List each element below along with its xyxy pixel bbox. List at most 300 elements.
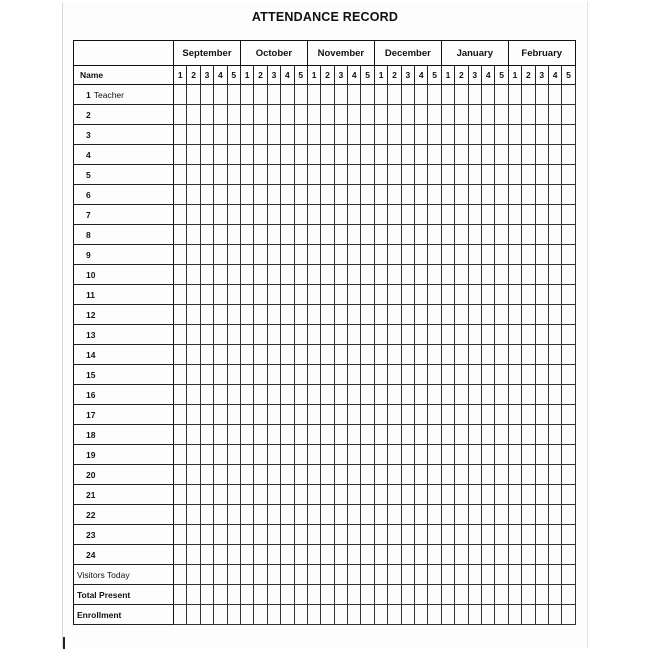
attendance-cell[interactable] [240, 85, 253, 105]
attendance-cell[interactable] [508, 605, 521, 625]
attendance-cell[interactable] [187, 505, 200, 525]
attendance-cell[interactable] [415, 105, 428, 125]
attendance-cell[interactable] [307, 565, 320, 585]
attendance-cell[interactable] [200, 525, 213, 545]
attendance-cell[interactable] [401, 145, 414, 165]
attendance-cell[interactable] [307, 465, 320, 485]
attendance-cell[interactable] [415, 245, 428, 265]
attendance-cell[interactable] [348, 225, 361, 245]
attendance-cell[interactable] [374, 225, 387, 245]
attendance-cell[interactable] [281, 225, 294, 245]
attendance-cell[interactable] [401, 285, 414, 305]
attendance-cell[interactable] [361, 325, 374, 345]
attendance-cell[interactable] [187, 185, 200, 205]
attendance-cell[interactable] [441, 145, 454, 165]
attendance-cell[interactable] [240, 445, 253, 465]
attendance-cell[interactable] [401, 565, 414, 585]
attendance-cell[interactable] [468, 185, 481, 205]
attendance-cell[interactable] [401, 205, 414, 225]
attendance-cell[interactable] [441, 345, 454, 365]
attendance-cell[interactable] [214, 305, 227, 325]
attendance-cell[interactable] [535, 465, 548, 485]
attendance-cell[interactable] [548, 85, 561, 105]
attendance-cell[interactable] [321, 465, 334, 485]
attendance-cell[interactable] [495, 85, 508, 105]
attendance-cell[interactable] [187, 525, 200, 545]
attendance-cell[interactable] [334, 325, 347, 345]
attendance-cell[interactable] [388, 565, 401, 585]
attendance-cell[interactable] [200, 125, 213, 145]
attendance-cell[interactable] [174, 265, 187, 285]
attendance-cell[interactable] [321, 385, 334, 405]
attendance-cell[interactable] [321, 245, 334, 265]
attendance-cell[interactable] [227, 285, 240, 305]
attendance-cell[interactable] [214, 145, 227, 165]
attendance-cell[interactable] [361, 85, 374, 105]
attendance-cell[interactable] [535, 385, 548, 405]
attendance-cell[interactable] [535, 445, 548, 465]
attendance-cell[interactable] [254, 525, 267, 545]
attendance-cell[interactable] [174, 285, 187, 305]
attendance-cell[interactable] [522, 585, 535, 605]
attendance-cell[interactable] [481, 465, 494, 485]
attendance-cell[interactable] [388, 425, 401, 445]
attendance-cell[interactable] [548, 205, 561, 225]
attendance-cell[interactable] [374, 345, 387, 365]
attendance-cell[interactable] [535, 325, 548, 345]
attendance-cell[interactable] [535, 485, 548, 505]
attendance-cell[interactable] [307, 605, 320, 625]
attendance-cell[interactable] [388, 525, 401, 545]
attendance-cell[interactable] [214, 125, 227, 145]
attendance-cell[interactable] [348, 165, 361, 185]
attendance-cell[interactable] [441, 605, 454, 625]
attendance-cell[interactable] [468, 345, 481, 365]
attendance-cell[interactable] [281, 185, 294, 205]
attendance-cell[interactable] [348, 405, 361, 425]
attendance-cell[interactable] [227, 545, 240, 565]
attendance-cell[interactable] [294, 385, 307, 405]
attendance-cell[interactable] [401, 85, 414, 105]
attendance-cell[interactable] [348, 345, 361, 365]
attendance-cell[interactable] [321, 85, 334, 105]
attendance-cell[interactable] [348, 605, 361, 625]
attendance-cell[interactable] [441, 185, 454, 205]
attendance-cell[interactable] [348, 245, 361, 265]
attendance-cell[interactable] [374, 445, 387, 465]
attendance-cell[interactable] [401, 185, 414, 205]
attendance-cell[interactable] [187, 405, 200, 425]
attendance-cell[interactable] [428, 545, 441, 565]
attendance-cell[interactable] [240, 525, 253, 545]
attendance-cell[interactable] [481, 85, 494, 105]
attendance-cell[interactable] [334, 165, 347, 185]
attendance-cell[interactable] [214, 505, 227, 525]
attendance-cell[interactable] [535, 185, 548, 205]
attendance-cell[interactable] [562, 85, 575, 105]
attendance-cell[interactable] [562, 205, 575, 225]
attendance-cell[interactable] [495, 505, 508, 525]
attendance-cell[interactable] [200, 545, 213, 565]
attendance-cell[interactable] [428, 485, 441, 505]
attendance-cell[interactable] [455, 425, 468, 445]
attendance-cell[interactable] [415, 85, 428, 105]
attendance-cell[interactable] [254, 145, 267, 165]
attendance-cell[interactable] [441, 445, 454, 465]
attendance-cell[interactable] [495, 605, 508, 625]
attendance-cell[interactable] [415, 565, 428, 585]
attendance-cell[interactable] [227, 185, 240, 205]
attendance-cell[interactable] [334, 465, 347, 485]
attendance-cell[interactable] [307, 285, 320, 305]
attendance-cell[interactable] [388, 205, 401, 225]
attendance-cell[interactable] [522, 425, 535, 445]
attendance-cell[interactable] [441, 105, 454, 125]
attendance-cell[interactable] [562, 285, 575, 305]
attendance-cell[interactable] [401, 245, 414, 265]
attendance-cell[interactable] [281, 365, 294, 385]
attendance-cell[interactable] [548, 325, 561, 345]
attendance-cell[interactable] [281, 485, 294, 505]
attendance-cell[interactable] [374, 105, 387, 125]
attendance-cell[interactable] [508, 265, 521, 285]
attendance-cell[interactable] [227, 505, 240, 525]
attendance-cell[interactable] [267, 425, 280, 445]
attendance-cell[interactable] [495, 225, 508, 245]
attendance-cell[interactable] [522, 205, 535, 225]
attendance-cell[interactable] [348, 205, 361, 225]
attendance-cell[interactable] [187, 125, 200, 145]
attendance-cell[interactable] [187, 245, 200, 265]
attendance-cell[interactable] [522, 465, 535, 485]
attendance-cell[interactable] [334, 485, 347, 505]
attendance-cell[interactable] [548, 605, 561, 625]
attendance-cell[interactable] [240, 505, 253, 525]
attendance-cell[interactable] [214, 85, 227, 105]
attendance-cell[interactable] [254, 425, 267, 445]
attendance-cell[interactable] [240, 165, 253, 185]
attendance-cell[interactable] [508, 285, 521, 305]
attendance-cell[interactable] [240, 125, 253, 145]
attendance-cell[interactable] [455, 145, 468, 165]
attendance-cell[interactable] [281, 245, 294, 265]
attendance-cell[interactable] [294, 345, 307, 365]
attendance-cell[interactable] [294, 85, 307, 105]
attendance-cell[interactable] [455, 285, 468, 305]
attendance-cell[interactable] [468, 165, 481, 185]
attendance-cell[interactable] [415, 305, 428, 325]
attendance-cell[interactable] [334, 305, 347, 325]
attendance-cell[interactable] [562, 425, 575, 445]
attendance-cell[interactable] [174, 225, 187, 245]
attendance-cell[interactable] [307, 305, 320, 325]
attendance-cell[interactable] [307, 325, 320, 345]
attendance-cell[interactable] [388, 365, 401, 385]
attendance-cell[interactable] [508, 545, 521, 565]
attendance-cell[interactable] [562, 325, 575, 345]
attendance-cell[interactable] [267, 525, 280, 545]
attendance-cell[interactable] [522, 145, 535, 165]
attendance-cell[interactable] [348, 385, 361, 405]
attendance-cell[interactable] [562, 525, 575, 545]
attendance-cell[interactable] [495, 305, 508, 325]
attendance-cell[interactable] [187, 345, 200, 365]
attendance-cell[interactable] [267, 205, 280, 225]
attendance-cell[interactable] [174, 465, 187, 485]
attendance-cell[interactable] [267, 565, 280, 585]
attendance-cell[interactable] [200, 365, 213, 385]
attendance-cell[interactable] [267, 245, 280, 265]
attendance-cell[interactable] [214, 485, 227, 505]
attendance-cell[interactable] [361, 565, 374, 585]
attendance-cell[interactable] [441, 305, 454, 325]
attendance-cell[interactable] [522, 485, 535, 505]
attendance-cell[interactable] [174, 525, 187, 545]
attendance-cell[interactable] [227, 305, 240, 325]
attendance-cell[interactable] [455, 85, 468, 105]
attendance-cell[interactable] [321, 265, 334, 285]
attendance-cell[interactable] [388, 245, 401, 265]
attendance-cell[interactable] [562, 125, 575, 145]
attendance-cell[interactable] [254, 225, 267, 245]
attendance-cell[interactable] [481, 585, 494, 605]
attendance-cell[interactable] [348, 85, 361, 105]
attendance-cell[interactable] [294, 605, 307, 625]
attendance-cell[interactable] [508, 525, 521, 545]
attendance-cell[interactable] [522, 125, 535, 145]
attendance-cell[interactable] [468, 205, 481, 225]
attendance-cell[interactable] [374, 465, 387, 485]
attendance-cell[interactable] [174, 105, 187, 125]
attendance-cell[interactable] [200, 485, 213, 505]
attendance-cell[interactable] [307, 225, 320, 245]
attendance-cell[interactable] [468, 285, 481, 305]
attendance-cell[interactable] [294, 165, 307, 185]
attendance-cell[interactable] [415, 465, 428, 485]
attendance-cell[interactable] [495, 565, 508, 585]
attendance-cell[interactable] [361, 285, 374, 305]
attendance-cell[interactable] [481, 565, 494, 585]
attendance-cell[interactable] [562, 585, 575, 605]
attendance-cell[interactable] [187, 425, 200, 445]
attendance-cell[interactable] [428, 125, 441, 145]
attendance-cell[interactable] [481, 125, 494, 145]
attendance-cell[interactable] [321, 585, 334, 605]
attendance-cell[interactable] [468, 405, 481, 425]
attendance-cell[interactable] [481, 185, 494, 205]
attendance-cell[interactable] [401, 325, 414, 345]
attendance-cell[interactable] [267, 465, 280, 485]
attendance-cell[interactable] [361, 305, 374, 325]
attendance-cell[interactable] [254, 285, 267, 305]
attendance-cell[interactable] [428, 245, 441, 265]
attendance-cell[interactable] [415, 605, 428, 625]
attendance-cell[interactable] [200, 565, 213, 585]
attendance-cell[interactable] [307, 485, 320, 505]
attendance-cell[interactable] [522, 385, 535, 405]
attendance-cell[interactable] [200, 105, 213, 125]
attendance-cell[interactable] [267, 105, 280, 125]
attendance-cell[interactable] [321, 285, 334, 305]
attendance-cell[interactable] [227, 485, 240, 505]
attendance-cell[interactable] [200, 505, 213, 525]
attendance-cell[interactable] [227, 565, 240, 585]
attendance-cell[interactable] [508, 585, 521, 605]
attendance-cell[interactable] [415, 485, 428, 505]
attendance-cell[interactable] [562, 565, 575, 585]
attendance-cell[interactable] [174, 505, 187, 525]
attendance-cell[interactable] [508, 245, 521, 265]
attendance-cell[interactable] [428, 525, 441, 545]
attendance-cell[interactable] [200, 225, 213, 245]
attendance-cell[interactable] [174, 545, 187, 565]
attendance-cell[interactable] [455, 445, 468, 465]
attendance-cell[interactable] [522, 405, 535, 425]
attendance-cell[interactable] [548, 505, 561, 525]
attendance-cell[interactable] [240, 385, 253, 405]
attendance-cell[interactable] [548, 345, 561, 365]
attendance-cell[interactable] [401, 525, 414, 545]
attendance-cell[interactable] [522, 565, 535, 585]
attendance-cell[interactable] [495, 405, 508, 425]
attendance-cell[interactable] [174, 185, 187, 205]
attendance-cell[interactable] [562, 245, 575, 265]
attendance-cell[interactable] [535, 205, 548, 225]
attendance-cell[interactable] [428, 425, 441, 445]
attendance-cell[interactable] [174, 205, 187, 225]
attendance-cell[interactable] [254, 105, 267, 125]
attendance-cell[interactable] [321, 205, 334, 225]
attendance-cell[interactable] [401, 225, 414, 245]
attendance-cell[interactable] [415, 405, 428, 425]
attendance-cell[interactable] [294, 265, 307, 285]
attendance-cell[interactable] [267, 145, 280, 165]
attendance-cell[interactable] [495, 425, 508, 445]
attendance-cell[interactable] [441, 465, 454, 485]
attendance-cell[interactable] [508, 205, 521, 225]
attendance-cell[interactable] [455, 185, 468, 205]
attendance-cell[interactable] [441, 525, 454, 545]
attendance-cell[interactable] [294, 505, 307, 525]
attendance-cell[interactable] [428, 325, 441, 345]
attendance-cell[interactable] [361, 405, 374, 425]
attendance-cell[interactable] [334, 245, 347, 265]
attendance-cell[interactable] [455, 485, 468, 505]
attendance-cell[interactable] [187, 485, 200, 505]
attendance-cell[interactable] [174, 245, 187, 265]
attendance-cell[interactable] [441, 245, 454, 265]
attendance-cell[interactable] [562, 165, 575, 185]
attendance-cell[interactable] [361, 465, 374, 485]
attendance-cell[interactable] [334, 185, 347, 205]
attendance-cell[interactable] [361, 265, 374, 285]
attendance-cell[interactable] [334, 445, 347, 465]
attendance-cell[interactable] [388, 105, 401, 125]
attendance-cell[interactable] [281, 425, 294, 445]
attendance-cell[interactable] [214, 245, 227, 265]
attendance-cell[interactable] [200, 325, 213, 345]
attendance-cell[interactable] [535, 225, 548, 245]
attendance-cell[interactable] [200, 345, 213, 365]
attendance-cell[interactable] [348, 465, 361, 485]
attendance-cell[interactable] [428, 265, 441, 285]
attendance-cell[interactable] [254, 165, 267, 185]
attendance-cell[interactable] [281, 405, 294, 425]
attendance-cell[interactable] [535, 525, 548, 545]
attendance-cell[interactable] [468, 365, 481, 385]
attendance-cell[interactable] [294, 585, 307, 605]
attendance-cell[interactable] [401, 605, 414, 625]
attendance-cell[interactable] [481, 545, 494, 565]
attendance-cell[interactable] [214, 445, 227, 465]
attendance-cell[interactable] [562, 305, 575, 325]
attendance-cell[interactable] [227, 105, 240, 125]
attendance-cell[interactable] [200, 445, 213, 465]
attendance-cell[interactable] [468, 305, 481, 325]
attendance-cell[interactable] [428, 505, 441, 525]
attendance-cell[interactable] [415, 445, 428, 465]
attendance-cell[interactable] [321, 605, 334, 625]
attendance-cell[interactable] [294, 565, 307, 585]
attendance-cell[interactable] [415, 145, 428, 165]
attendance-cell[interactable] [214, 605, 227, 625]
attendance-cell[interactable] [240, 285, 253, 305]
attendance-cell[interactable] [481, 165, 494, 185]
attendance-cell[interactable] [428, 365, 441, 385]
attendance-cell[interactable] [361, 185, 374, 205]
attendance-cell[interactable] [307, 185, 320, 205]
attendance-cell[interactable] [548, 405, 561, 425]
attendance-cell[interactable] [281, 125, 294, 145]
attendance-cell[interactable] [174, 485, 187, 505]
attendance-cell[interactable] [348, 285, 361, 305]
attendance-cell[interactable] [468, 225, 481, 245]
attendance-cell[interactable] [174, 385, 187, 405]
attendance-cell[interactable] [495, 205, 508, 225]
attendance-cell[interactable] [307, 525, 320, 545]
attendance-cell[interactable] [214, 345, 227, 365]
attendance-cell[interactable] [374, 205, 387, 225]
attendance-cell[interactable] [495, 185, 508, 205]
attendance-cell[interactable] [307, 585, 320, 605]
attendance-cell[interactable] [348, 265, 361, 285]
attendance-cell[interactable] [240, 345, 253, 365]
attendance-cell[interactable] [348, 445, 361, 465]
attendance-cell[interactable] [415, 265, 428, 285]
attendance-cell[interactable] [522, 525, 535, 545]
attendance-cell[interactable] [187, 305, 200, 325]
attendance-cell[interactable] [401, 105, 414, 125]
attendance-cell[interactable] [281, 105, 294, 125]
attendance-cell[interactable] [254, 325, 267, 345]
attendance-cell[interactable] [187, 445, 200, 465]
attendance-cell[interactable] [214, 545, 227, 565]
attendance-cell[interactable] [281, 585, 294, 605]
attendance-cell[interactable] [522, 605, 535, 625]
attendance-cell[interactable] [200, 605, 213, 625]
attendance-cell[interactable] [455, 125, 468, 145]
attendance-cell[interactable] [200, 145, 213, 165]
attendance-cell[interactable] [321, 185, 334, 205]
attendance-cell[interactable] [240, 405, 253, 425]
attendance-cell[interactable] [388, 605, 401, 625]
attendance-cell[interactable] [495, 465, 508, 485]
attendance-cell[interactable] [307, 205, 320, 225]
attendance-cell[interactable] [227, 265, 240, 285]
attendance-cell[interactable] [321, 365, 334, 385]
attendance-cell[interactable] [428, 465, 441, 485]
attendance-cell[interactable] [281, 205, 294, 225]
